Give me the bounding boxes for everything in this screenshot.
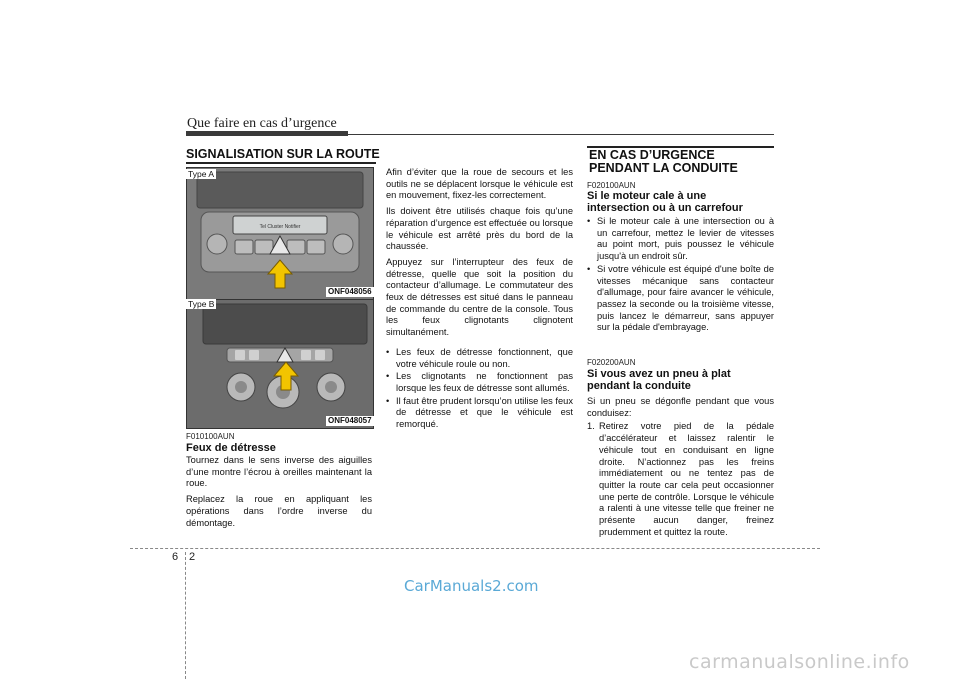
heading-moteur-cale — [587, 190, 743, 214]
watermark-carmanuals2[interactable]: CarManuals2.com — [404, 577, 539, 595]
section-title-signalisation: SIGNALISATION SUR LA ROUTE — [186, 147, 380, 161]
moteur-list-wrap — [587, 216, 774, 335]
pneu-steps — [587, 421, 774, 538]
list-item: • Les clignotants ne fonctionnent pas lorsque les feux de détresse sont allumés. — [386, 371, 573, 394]
section-code-pneu: F020200AUN — [587, 358, 636, 367]
section-code-feux: F010100AUN — [186, 432, 235, 441]
heading-line: Si vous avez un pneu à plat — [587, 368, 731, 380]
console-illustration-a — [187, 168, 373, 299]
paragraph: Tournez dans le sens inverse des aiguilles d’une montre l’écrou à oreilles maintenant la roue. — [186, 455, 372, 489]
heading-pneu-plat — [587, 368, 731, 392]
section-code-moteur: F020100AUN — [587, 181, 636, 190]
step-number: 1. — [587, 421, 595, 432]
paragraph: Replacez la roue en appliquant les opérations dans l’ordre inverse du démontage. — [186, 494, 372, 528]
paragraph: Si un pneu se dégonfle pendant que vous conduisez: — [587, 396, 774, 418]
left-body-text — [186, 455, 372, 533]
section-rule-signalisation — [186, 162, 376, 164]
middle-body-text — [386, 167, 573, 432]
image-a-code: ONF048056 — [328, 287, 372, 296]
moteur-list — [587, 216, 774, 334]
heading-line: pendant la conduite — [587, 380, 691, 392]
image-b-code: ONF048057 — [328, 416, 372, 425]
paragraph: Ils doivent être utilisés chaque fois qu’une réparation d’urgence est effectuée ou lorsque le véhicule est arrêté près du bord de la chaussée. — [386, 206, 573, 252]
type-a-label: Type A — [188, 169, 214, 179]
chapter-title: Que faire en cas d’urgence — [187, 116, 337, 131]
page-number: 2 — [189, 551, 196, 563]
list-item: • Les feux de détresse fonctionnent, que votre véhicule roule ou non. — [386, 347, 573, 370]
list-item: • Si le moteur cale à une intersection ou à un carrefour, mettez le levier de vitesses au point mort, puis poussez le véhicule jusqu'à un endroit sûr. — [587, 216, 774, 263]
heading-line: intersection ou à un carrefour — [587, 202, 743, 214]
section-title-urgence — [589, 149, 738, 175]
list-item: • Il faut être prudent lorsqu’on utilise les feux de détresse et que le véhicule est remorqué. — [386, 396, 573, 431]
console-illustration-b — [187, 300, 373, 428]
section-title-line: PENDANT LA CONDUITE — [589, 161, 738, 175]
paragraph: Afin d’éviter que la roue de secours et les outils ne se déplacent lorsque le véhicule est en mouvement, fixez-les correctement. — [386, 167, 573, 201]
pneu-body-text — [587, 396, 774, 538]
step-text: Retirez votre pied de la pédale d’accélérateur et laissez ralentir le véhicule tout en conduisant en ligne droite. N’actionnez pas les freins immédiatement ou ne tentez pas de quitter la route car cela peut occasionner une perte de contrôle. Lorsque le véhicule a ralenti à une vitesse telle que freiner ne présente aucun danger, freinez prudemment et quittez la route. — [599, 421, 774, 537]
list-item — [587, 421, 774, 538]
list-item: • Si votre véhicule est équipé d'une boîte de vitesses mécanique sans contacteur d'allumage, pour faire avancer le véhicule, passez la seconde ou la troisième vitesse, puis lancez le démarreur, sans appuyer sur la pédale d'embrayage. — [587, 264, 774, 334]
chapter-title-bar — [186, 131, 348, 136]
header-rule — [348, 134, 774, 135]
hazard-switch-photo-type-b — [186, 299, 374, 429]
hazard-switch-photo-type-a — [186, 167, 374, 300]
hazard-notes-list — [386, 347, 573, 431]
footer-rule — [130, 548, 820, 549]
footer-crop-mark — [185, 552, 186, 679]
watermark-carmanualsonline[interactable]: carmanualsonline.info — [689, 651, 910, 673]
display-text: Tel Cluster Notifier — [259, 224, 301, 230]
heading-line: Si le moteur cale à une — [587, 190, 707, 202]
chapter-number: 6 — [172, 551, 179, 563]
paragraph: Appuyez sur l’interrupteur des feux de détresse, quelle que soit la position du contacteur d’allumage. Le commutateur des feux de détresses est situé dans le panneau de commande du centre de la console. Tous les feux clignotants clignotent simultanément. — [386, 256, 573, 338]
heading-feux-detresse: Feux de détresse — [186, 442, 276, 454]
section-title-line: EN CAS D’URGENCE — [589, 148, 715, 162]
type-b-label: Type B — [188, 299, 215, 309]
